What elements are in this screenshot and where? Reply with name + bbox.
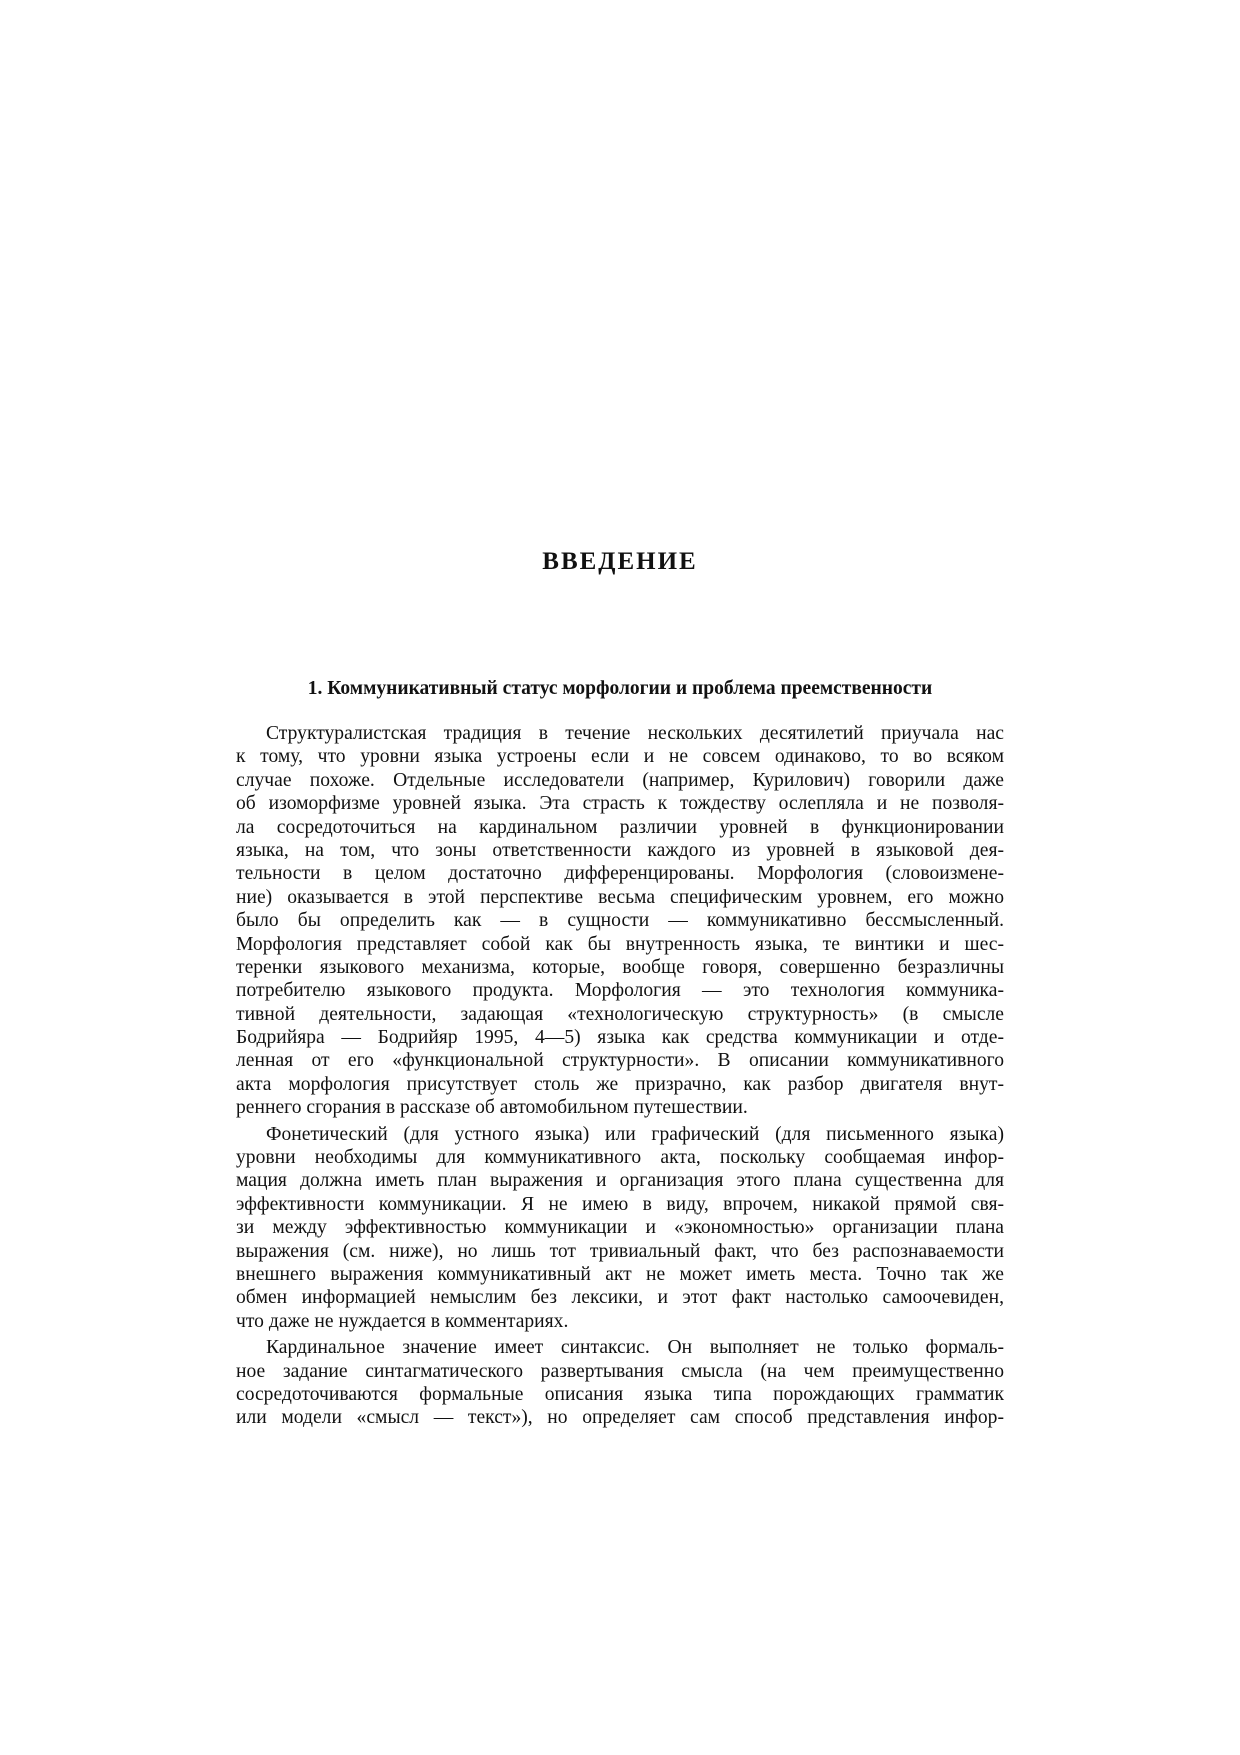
text-line: сосредоточиваются формальные описания языка типа порождающих грамматик: [236, 1383, 1004, 1405]
text-line: что даже не нуждается в комментариях.: [236, 1310, 569, 1332]
text-line: ла сосредоточиться на кардинальном различии уровней в функционировании: [236, 816, 1004, 838]
text-line: уровни необходимы для коммуникативного акта, поскольку сообщаемая инфор-: [236, 1147, 1004, 1169]
text-line: тивной деятельности, задающая «технологическую структурность» (в смысле: [236, 1003, 1004, 1025]
text-line: ние) оказывается в этой перспективе весьма специфическим уровнем, его можно: [236, 886, 1004, 908]
text-line: случае похоже. Отдельные исследователи (например, Курилович) говорили даже: [236, 769, 1004, 791]
text-line: языка, на том, что зоны ответственности каждого из уровней в языковой дея-: [236, 839, 1004, 861]
text-line: внешнего выражения коммуникативный акт не может иметь места. Точно так же: [236, 1263, 1004, 1285]
text-line: ленная от его «функциональной структурности». В описании коммуникативного: [236, 1050, 1004, 1072]
body-text: [236, 722, 1004, 1430]
text-line: реннего сгорания в рассказе об автомобильном путешествии.: [236, 1097, 748, 1119]
text-line: зи между эффективностью коммуникации и «экономностью» организации плана: [236, 1217, 1004, 1239]
text-line: эффективности коммуникации. Я не имею в виду, впрочем, никакой прямой свя-: [236, 1193, 1004, 1215]
text-line: мация должна иметь план выражения и организация этого плана существенна для: [236, 1170, 1004, 1192]
text-line: ное задание синтагматического развертывания смысла (на чем преимущественно: [236, 1360, 1004, 1382]
paragraph: [236, 1336, 1004, 1430]
text-line: потребителю языкового продукта. Морфология — это технология коммуника-: [236, 980, 1004, 1002]
text-line: Морфология представляет собой как бы внутренность языка, те винтики и шес-: [236, 933, 1004, 955]
text-line: Структуралистская традиция в течение нескольких десятилетий приучала нас: [266, 723, 1004, 744]
text-line: тельности в целом достаточно дифференцированы. Морфология (словоизмене-: [236, 863, 1004, 885]
paragraph: [236, 722, 1004, 1120]
text-line: Бодрийяра — Бодрийяр 1995, 4—5) языка как средства коммуникации и отде-: [236, 1027, 1004, 1049]
text-line: к тому, что уровни языка устроены если и не совсем одинаково, то во всяком: [236, 746, 1004, 768]
text-line: об изоморфизме уровней языка. Эта страсть к тождеству ослепляла и не позволя-: [236, 793, 1004, 815]
text-line: акта морфология присутствует столь же призрачно, как разбор двигателя внут-: [236, 1073, 1004, 1095]
text-line: выражения (см. ниже), но лишь тот тривиальный факт, что без распознаваемости: [236, 1240, 1004, 1262]
chapter-title: ВВЕДЕНИЕ: [542, 548, 698, 575]
text-line: обмен информацией немыслим без лексики, и этот факт настолько самоочевиден,: [236, 1287, 1004, 1309]
text-line: или модели «смысл — текст»), но определяет сам способ представления инфор-: [236, 1407, 1004, 1429]
text-line: теренки языкового механизма, которые, вообще говоря, совершенно безразличны: [236, 956, 1004, 978]
text-line: было бы определить как — в сущности — коммуникативно бессмысленный.: [236, 910, 1004, 932]
section-heading: 1. Коммуникативный статус морфологии и проблема преемственности: [307, 678, 933, 699]
text-line: Кардинальное значение имеет синтаксис. Он выполняет не только формаль-: [266, 1337, 1004, 1359]
text-line: Фонетический (для устного языка) или графический (для письменного языка): [266, 1123, 1004, 1145]
paragraph: [236, 1123, 1004, 1334]
